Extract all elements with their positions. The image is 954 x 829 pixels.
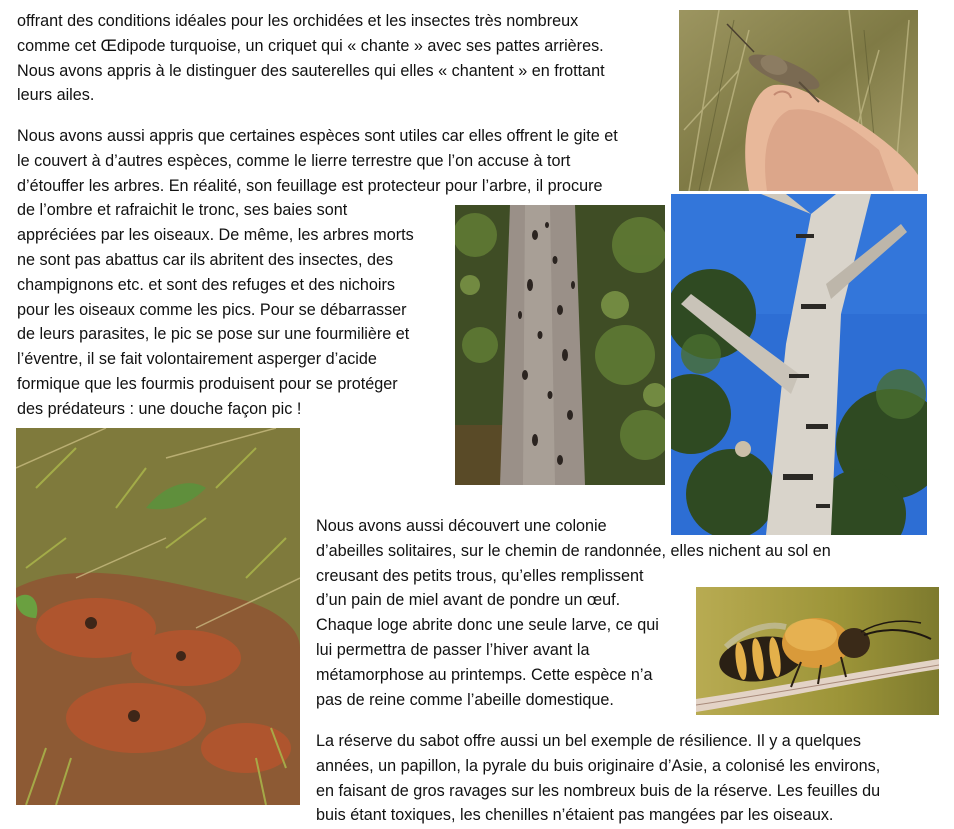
text-line: Nous avons appris à le distinguer des sauterelles qui elles « chantent » en frottant xyxy=(17,61,605,80)
text-line: formique que les fourmis produisent pour se protéger xyxy=(17,374,398,393)
text-line: Chaque loge abrite donc une seule larve, ce qui xyxy=(316,616,659,635)
text-line: de l’ombre et rafraichit le tronc, ses baies sont xyxy=(17,201,348,220)
woodpecker-trunk-photo xyxy=(455,205,665,485)
solitary-bee-photo xyxy=(696,587,939,715)
text-line: offrant des conditions idéales pour les orchidées et les insectes très nombreux xyxy=(17,12,579,30)
text-line: creusant des petits trous, qu’elles remplissent xyxy=(316,566,644,585)
text-line: buis étant toxiques, les chenilles n’étaient pas mangées par les oiseaux. xyxy=(316,806,834,825)
text-line: appréciées par les oiseaux. De même, les arbres morts xyxy=(17,226,414,245)
grasshopper-photo xyxy=(679,10,918,191)
text-line: années, un papillon, la pyrale du buis originaire d’Asie, a colonisé les environs, xyxy=(316,756,881,775)
text-line: leurs ailes. xyxy=(17,86,95,105)
text-line: le couvert à d’autres espèces, comme le lierre terrestre que l’on accuse à tort xyxy=(17,151,571,170)
text-line: des prédateurs : une douche façon pic ! xyxy=(17,399,302,418)
text-line: de leurs parasites, le pic se pose sur une fourmilière et xyxy=(17,325,410,344)
text-line: comme cet Œdipode turquoise, un criquet qui « chante » avec ses pattes arrières. xyxy=(17,36,604,55)
text-line: ne sont pas abattus car ils abritent des insectes, des xyxy=(17,250,394,269)
text-line: champignons etc. et sont des refuges et des nichoirs xyxy=(17,275,395,294)
text-line: La réserve du sabot offre aussi un bel exemple de résilience. Il y a quelques xyxy=(316,732,862,750)
text-line: d’abeilles solitaires, sur le chemin de randonnée, elles nichent au sol en xyxy=(316,541,831,560)
bee-nests-ground-photo xyxy=(16,428,300,805)
text-line: d’étouffer les arbres. En réalité, son feuillage est protecteur pour l’arbre, il procure xyxy=(17,176,603,195)
text-line: pour les oiseaux comme les pics. Pour se débarrasser xyxy=(17,300,407,319)
paragraph-resilience xyxy=(316,729,880,828)
text-line: lui permettra de passer l’hiver avant la xyxy=(316,640,590,659)
text-line: d’un pain de miel avant de pondre un œuf. xyxy=(316,591,621,610)
paragraph-oedipode xyxy=(17,9,605,108)
text-line: Nous avons aussi appris que certaines espèces sont utiles car elles offrent le gite et xyxy=(17,127,618,145)
text-line: en faisant de gros ravages sur les nombreux buis de la réserve. Les feuilles du xyxy=(316,781,881,800)
text-line: métamorphose au printemps. Cette espèce n’a xyxy=(316,665,653,684)
birch-tree-photo xyxy=(671,194,927,535)
text-line: pas de reine comme l’abeille domestique. xyxy=(316,690,614,709)
text-line: Nous avons aussi découvert une colonie xyxy=(316,517,607,535)
text-line: l’éventre, il se fait volontairement asperger d’acide xyxy=(17,350,377,369)
